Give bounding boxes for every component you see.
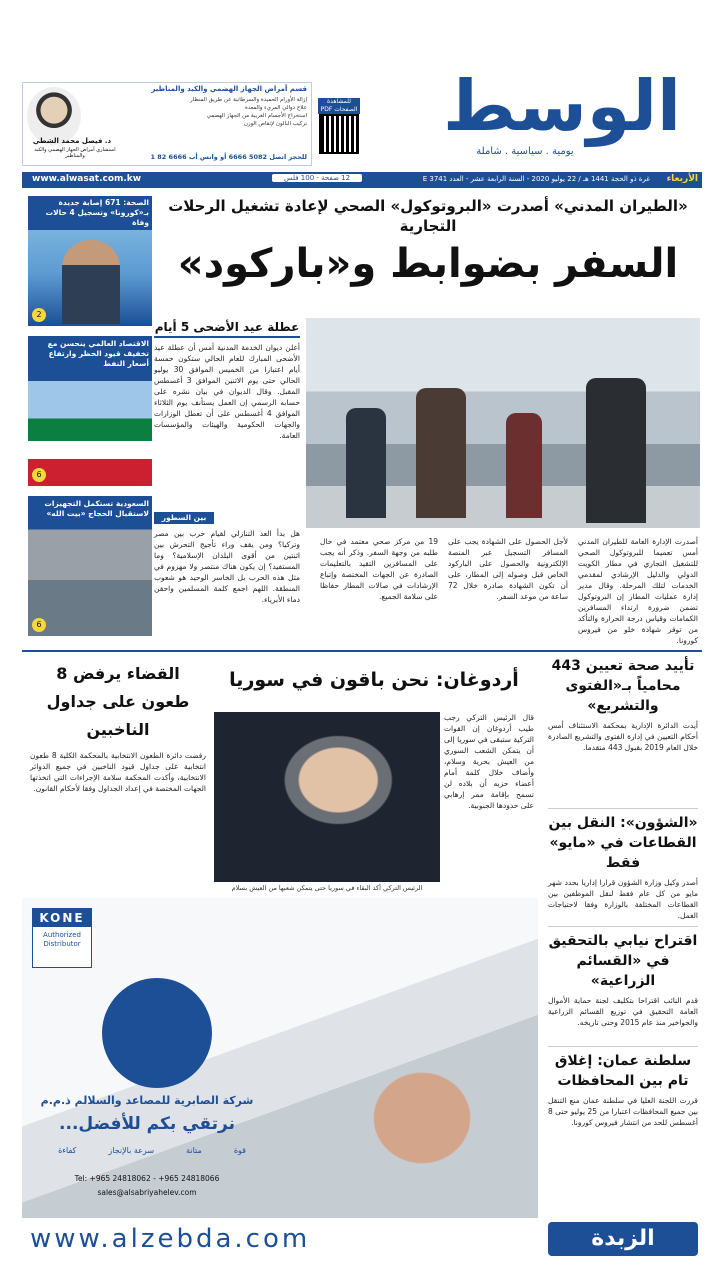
masthead xyxy=(0,0,720,172)
story-headline: سلطنة عمان: إغلاق تام بين المحافظات xyxy=(554,1053,692,1089)
company-slogan: نرتقي بكم للأفضل... xyxy=(59,1114,235,1134)
ad-service: تركيب البالون لإنقاص الوزن xyxy=(243,121,307,127)
feature-item: سرعة بالإنجاز xyxy=(108,1146,155,1155)
ad-title: قسم أمراض الجهاز الهضمي والكبد والمناظير xyxy=(151,85,307,93)
lead-kicker[interactable]: «الطيران المدني» أصدرت «البروتوكول» الصحي لإعادة تشغيل الرحلات التجارية xyxy=(168,197,688,235)
dateline-bar xyxy=(22,172,702,188)
story-social-affairs[interactable] xyxy=(548,808,698,926)
qr-code[interactable] xyxy=(318,98,360,158)
lead-body-col: أصدرت الإدارة العامة للطيران المدني أمس تعميما للبروتوكول الصحي للتشغيل التجاري في مطار الكويت الدولي والدليل الإرشادي لمقدمي الخدمات لتلك المرحلة. وقال مدير إدارة عمليات المطار إن البروتوكول تضمن ضرورة ارتداء المسافرين الكمامات وقياس درجة الحرارة والتأكد من توفر شهادة خلو من فيروس كورونا. xyxy=(578,537,698,645)
kone-logo xyxy=(32,908,92,968)
eid-headline: عطلة عيد الأضحى 5 أيام xyxy=(154,318,300,338)
dateline-day: الأربعاء xyxy=(666,174,698,184)
story-headline: تأييد صحة تعيين 443 محامياً بـ«الفتوى والتشريع» xyxy=(551,658,695,714)
sidebar-item-saudi[interactable] xyxy=(28,496,152,636)
dateline-pages: 12 صفحة - 100 فلس xyxy=(272,174,362,182)
ad-phones: Tel: +965 24818062 - +965 24818066 xyxy=(74,1174,220,1183)
erdogan-photo xyxy=(214,712,440,882)
story-body: أيدت الدائرة الإدارية بمحكمة الاستئناف أمس أحكام التعيين في إدارة الفتوى والتشريع الصادرة خلال العام 2019 بقبول 443 متقدما. xyxy=(548,721,698,752)
eid-box[interactable] xyxy=(154,318,300,506)
opinion-box[interactable] xyxy=(154,512,300,636)
company-emblem-icon xyxy=(102,978,212,1088)
page-ref: 6 xyxy=(32,618,46,632)
page-ref: 2 xyxy=(32,308,46,322)
sidebar-item-health[interactable] xyxy=(28,196,152,326)
company-name: شركة الصابرية للمصاعد والسلالم ذ.م.م xyxy=(40,1094,254,1107)
dateline-website[interactable]: www.alwasat.com.kw xyxy=(32,174,142,184)
masthead-tagline: يومية . سياسية . شاملة xyxy=(476,146,574,157)
hand-photo xyxy=(358,1058,518,1208)
sidebar xyxy=(28,196,152,636)
ad-doctor-title: استشاري أمراض الجهاز الهضمي والكبد والمناظير xyxy=(34,147,116,159)
story-agri-plots[interactable] xyxy=(548,926,698,1046)
opinion-label: بين السطور xyxy=(154,512,214,524)
story-body: أصدر وكيل وزارة الشؤون قرارا إداريا بحدد شهر مايو من كل عام فقط لنقل الموظفين بين القطاعات المختلفة بالوزارة وفقا لاحتياجات العمل. xyxy=(548,878,698,920)
eid-body: أعلن ديوان الخدمة المدنية أمس أن عطلة عيد الأضحى المبارك للعام الحالي ستكون خمسة أيام اعتبارا من الخميس الموافق 30 يوليو الحالي حتى يوم الاثنين الموافق 3 أغسطس المقبل. وقال الديوان في بيان نشره على حسابه الرسمي إن العمل يستأنف يوم الثلاثاء الموافق 4 أغسطس على أن تعطل الوزارات والجهات الحكومية والهيئات والمؤسسات العامة. xyxy=(154,343,301,440)
kone-sub: Authorized Distributor xyxy=(43,931,81,948)
ad-doctor-name: د. فيصل محمد الشطي xyxy=(32,137,112,145)
right-column xyxy=(548,656,698,1186)
lead-body-col: 19 من مركز صحي معتمد في حال طلبه من وجهة السفر. وذكر أنه يجب على المسافرين التقيد بالتعليمات الصادرة عن الجهات المختصة وإتباع الإرشادات في صالات المطار حفاظا على سلامة الجميع. xyxy=(320,537,438,601)
ad-service: إزالة الأورام الحميدة والسرطانية عن طريق المنظار xyxy=(190,97,307,103)
story-body: قدم النائب اقتراحا بتكليف لجنة حماية الأموال العامة التحقيق في توزيع القسائم الزراعية والجواخير منذ عام 2015 وحتى تاريخه. xyxy=(548,996,698,1027)
ad-features xyxy=(42,1146,262,1155)
lead-headline[interactable]: السفر بضوابط و«باركود» xyxy=(177,241,679,287)
opinion-body: هل بدأ العد التنازلي لقيام حرب بين مصر وتركيا؟ ومن يقف وراء تأجيج التحرش بين اثنتين من أقوى البلدان الإسلامية؟ وما المستفيد؟ إن يكون هناك منتصر ولا مهزوم في مثل هذه الحرب بل الخاسر الوحيد هو شعوب المنطقة. اللهم اجمع كلمة المسلمين واحقن دماء الأبرياء. xyxy=(154,529,300,604)
kone-brand: KONE xyxy=(33,909,91,927)
story-headline: اقتراح نيابي بالتحقيق في «القسائم الزراعية» xyxy=(548,933,698,989)
dateline-date: غرة ذو الحجة 1441 هـ / 22 يوليو 2020 - السنة الرابعة عشر - العدد 3741 E xyxy=(422,175,650,183)
header-ad[interactable] xyxy=(22,82,312,166)
footer-bar xyxy=(22,1222,702,1258)
ad-services xyxy=(87,96,307,128)
erdogan-body: قال الرئيس التركي رجب طيب أردوغان إن القوات التركية ستبقى في سوريا إلى أن يتمكن الشعب السوري من العيش بحرية وسلام، وأضاف خلال كلمة أمام أعضاء حزبه أن بلاده لن تسمح بإقامة ممر إرهابي على حدودها الجنوبية. xyxy=(444,713,534,810)
masthead-logo[interactable]: الوسط xyxy=(443,65,681,147)
ad-service: استخراج الأجسام الغريبة من الجهاز الهضمي xyxy=(206,113,307,119)
erdogan-headline[interactable]: أردوغان: نحن باقون في سوريا xyxy=(229,669,519,691)
sidebar-item-economy[interactable] xyxy=(28,336,152,486)
ad-email: sales@alsabriyahelev.com xyxy=(97,1188,197,1197)
ad-phone: للحجز اتصل 5082 6666 أو واتس أب 6666 82 1 xyxy=(150,153,307,161)
elevator-ad[interactable] xyxy=(22,898,538,1218)
story-lawyers[interactable] xyxy=(548,656,698,808)
feature-item: كفاءة xyxy=(58,1146,77,1155)
story-body: قررت اللجنة العليا في سلطنة عمان منع التنقل بين جميع المحافظات اعتبارا من 25 يوليو حتى 8 أغسطس للحد من انتشار فيروس كورونا. xyxy=(548,1096,699,1127)
lead-body-col: لأجل الحصول على الشهادة يجب على المسافر التسجيل عبر المنصة الإلكترونية والحصول على الباركود الخاص قبل وصوله إلى المطار، على أن تكون الشهادة صادرة خلال 72 ساعة من موعد السفر. xyxy=(448,537,568,601)
sidebar-item-title: الاقتصاد العالمي ينحسن مع تخفيف قيود الحظر وارتفاع أسعار النفط xyxy=(47,339,149,368)
divider xyxy=(22,650,702,652)
feature-item: قوة xyxy=(233,1146,246,1155)
footer-url[interactable]: www.alzebda.com xyxy=(30,1224,311,1254)
person-photo xyxy=(62,240,120,324)
story-court[interactable] xyxy=(30,660,206,892)
airport-photo xyxy=(306,318,700,528)
ad-service: علاج دوالي المريء والمعدة xyxy=(244,105,307,111)
story-headline: القضاء يرفض 8 طعون على جداول الناخبين xyxy=(46,664,190,739)
story-headline: «الشؤون»: النقل بين القطاعات في «مايو» فقط xyxy=(548,815,698,871)
sidebar-item-title: السعودية تستكمل التجهيزات لاستقبال الحجاج «بيت الله» xyxy=(44,499,149,518)
story-oman[interactable] xyxy=(548,1046,698,1186)
feature-item: متانة xyxy=(186,1146,202,1155)
sidebar-item-title: الصحة: 671 إصابة جديدة بـ«كورونا» وتسجيل 4 حالات وفاة xyxy=(28,196,152,230)
story-body: رفضت دائرة الطعون الانتخابية بالمحكمة الكلية 8 طعون انتخابية على جداول قيود الناخبين في جميع الدوائر الانتخابية، وأكدت المحكمة سلامة الإجراءات التي اتخذتها الجهات المختصة في إعداد الجداول وفقا لأحكام القانون. xyxy=(30,751,206,793)
footer-logo[interactable]: الزبدة xyxy=(548,1222,698,1256)
page-ref: 6 xyxy=(32,468,46,482)
pdf-label: للمشاهدة الصفحات PDF xyxy=(318,98,360,114)
erdogan-caption: الرئيس التركي أكد البقاء في سوريا حتى يتمكن شعبها من العيش بسلام xyxy=(231,884,423,892)
